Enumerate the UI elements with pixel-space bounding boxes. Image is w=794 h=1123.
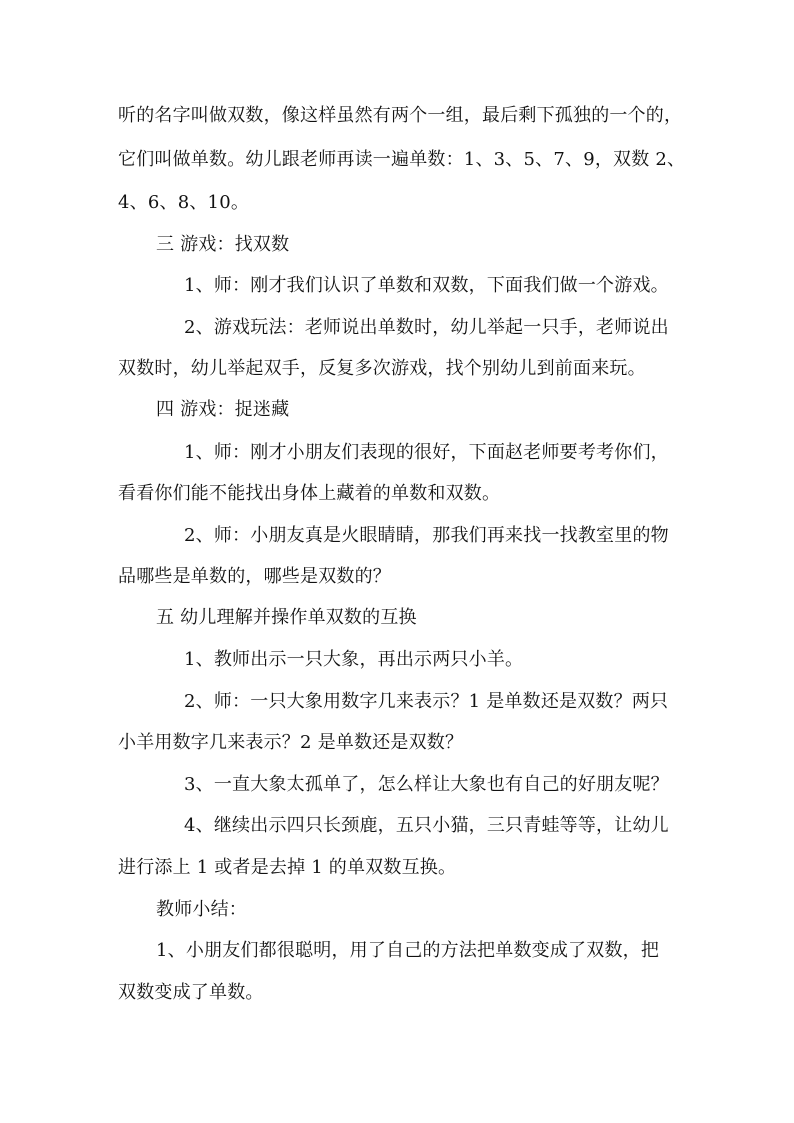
paragraph-line: 进行添上 1 或者是去掉 1 的单双数互换。 xyxy=(118,857,457,878)
paragraph-line: 它们叫做单数。幼儿跟老师再读一遍单数：1、3、5、7、9，双数 2、 xyxy=(118,149,686,170)
paragraph-line: 1、师：刚才小朋友们表现的很好，下面赵老师要考考你们， xyxy=(184,442,669,463)
section-heading: 五 幼儿理解并操作单双数的互换 xyxy=(156,607,417,628)
paragraph-line: 看看你们能不能找出身体上藏着的单数和双数。 xyxy=(118,483,501,504)
paragraph-line: 小羊用数字几来表示？2 是单数还是双数？ xyxy=(118,732,464,753)
paragraph-line: 双数时，幼儿举起双手，反复多次游戏，找个别幼儿到前面来玩。 xyxy=(118,358,646,379)
paragraph-line: 2、游戏玩法：老师说出单数时，幼儿举起一只手，老师说出 xyxy=(184,317,669,338)
summary-heading: 教师小结： xyxy=(156,899,247,920)
paragraph-line: 1、小朋友们都很聪明，用了自己的方法把单数变成了双数，把 xyxy=(156,940,660,961)
paragraph-line: 品哪些是单数的，哪些是双数的？ xyxy=(118,566,391,587)
paragraph-line: 4、继续出示四只长颈鹿，五只小猫，三只青蛙等等，让幼儿 xyxy=(184,815,669,836)
paragraph-line: 3、一直大象太孤单了，怎么样让大象也有自己的好朋友呢？ xyxy=(184,774,669,795)
paragraph-line: 2、师：小朋友真是火眼睛睛，那我们再来找一找教室里的物 xyxy=(184,525,669,546)
section-heading: 三 游戏：找双数 xyxy=(156,234,290,255)
paragraph-line: 1、师：刚才我们认识了单数和双数，下面我们做一个游戏。 xyxy=(184,275,669,296)
paragraph-line: 4、6、8、10。 xyxy=(118,192,250,213)
section-heading: 四 游戏：捉迷藏 xyxy=(156,399,290,420)
paragraph-line: 2、师：一只大象用数字几来表示？1 是单数还是双数？两只 xyxy=(184,691,669,712)
paragraph-line: 听的名字叫做双数，像这样虽然有两个一组，最后剩下孤独的一个的， xyxy=(118,105,683,126)
paragraph-line: 双数变成了单数。 xyxy=(118,982,264,1003)
paragraph-line: 1、教师出示一只大象，再出示两只小羊。 xyxy=(184,649,524,670)
